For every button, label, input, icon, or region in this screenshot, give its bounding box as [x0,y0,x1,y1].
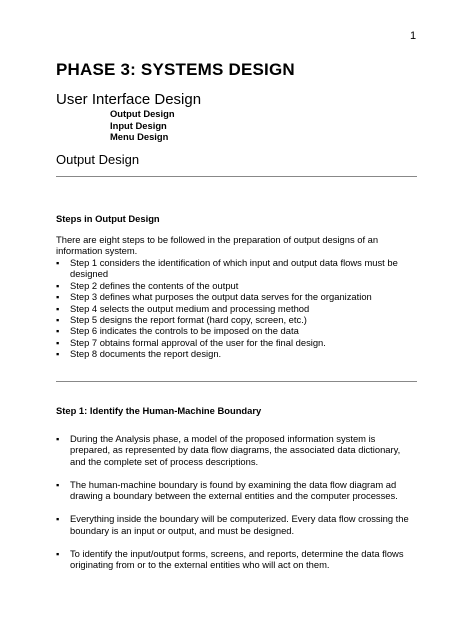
point-text: Everything inside the boundary will be computerized. Every data flow crossing the boundary is an input or output, and must be designed. [70,513,409,536]
list-item [56,348,416,359]
topic-item: Menu Design [110,131,169,143]
topic-item: Input Design [110,119,167,131]
section-title: Output Design [56,152,140,167]
divider [56,176,417,177]
topic-list [110,108,175,143]
step-text: Step 6 indicates the controls to be imposed on the data [70,325,299,337]
step-text: Step 5 designs the report format (hard copy, screen, etc.) [70,314,307,326]
step-text: Step 8 documents the report design. [70,348,222,360]
list-item [56,314,416,325]
steps-list [56,257,416,360]
step1-list [56,433,416,582]
list-item [56,325,416,336]
topic-item: Output Design [110,108,175,119]
list-item [56,433,416,467]
step-text: Step 3 defines what purposes the output data serves for the organization [70,291,372,303]
step-text: Step 4 selects the output medium and processing method [70,302,310,314]
bullet-icon: ▪ [56,325,60,337]
page-title: PHASE 3: SYSTEMS DESIGN [56,60,295,79]
divider [56,381,417,382]
steps-heading: Steps in Output Design [56,213,160,224]
step-text: Step 7 obtains formal approval of the user for the final design. [70,336,326,348]
list-item [56,548,416,571]
bullet-icon: ▪ [56,478,60,490]
list-item [56,280,416,291]
list-item [56,303,416,314]
bullet-icon: ▪ [56,348,60,360]
point-text: During the Analysis phase, a model of the proposed information system is prepared, as represented by data flow diagrams, the associated data dictionary, and the complete set of process descriptions. [70,433,401,467]
bullet-icon: ▪ [56,513,60,525]
bullet-icon: ▪ [56,291,60,303]
bullet-icon: ▪ [56,433,60,444]
bullet-icon: ▪ [56,279,60,291]
page-number: 1 [410,30,417,42]
bullet-icon: ▪ [56,302,60,314]
list-item [56,291,416,302]
bullet-icon: ▪ [56,314,60,326]
step-text: Step 2 defines the contents of the output [70,279,239,291]
step-text: Step 1 considers the identification of which input and output data flows must be designed [70,257,398,280]
list-item [56,479,416,502]
bullet-icon: ▪ [56,257,60,268]
list-item [56,513,416,536]
list-item [56,337,416,348]
steps-intro: There are eight steps to be followed in the preparation of output designs of an information system. [56,234,379,257]
step1-heading: Step 1: Identify the Human-Machine Boundary [56,405,262,416]
point-text: The human-machine boundary is found by examining the data flow diagram ad drawing a boundary between the external entities and the computer processes. [70,478,398,502]
bullet-icon: ▪ [56,547,60,559]
point-text: To identify the input/output forms, screens, and reports, determine the data flows originating from or to the external entities who will act on them. [70,547,404,571]
list-item [56,257,416,280]
bullet-icon: ▪ [56,336,60,348]
subtitle: User Interface Design [56,91,202,108]
